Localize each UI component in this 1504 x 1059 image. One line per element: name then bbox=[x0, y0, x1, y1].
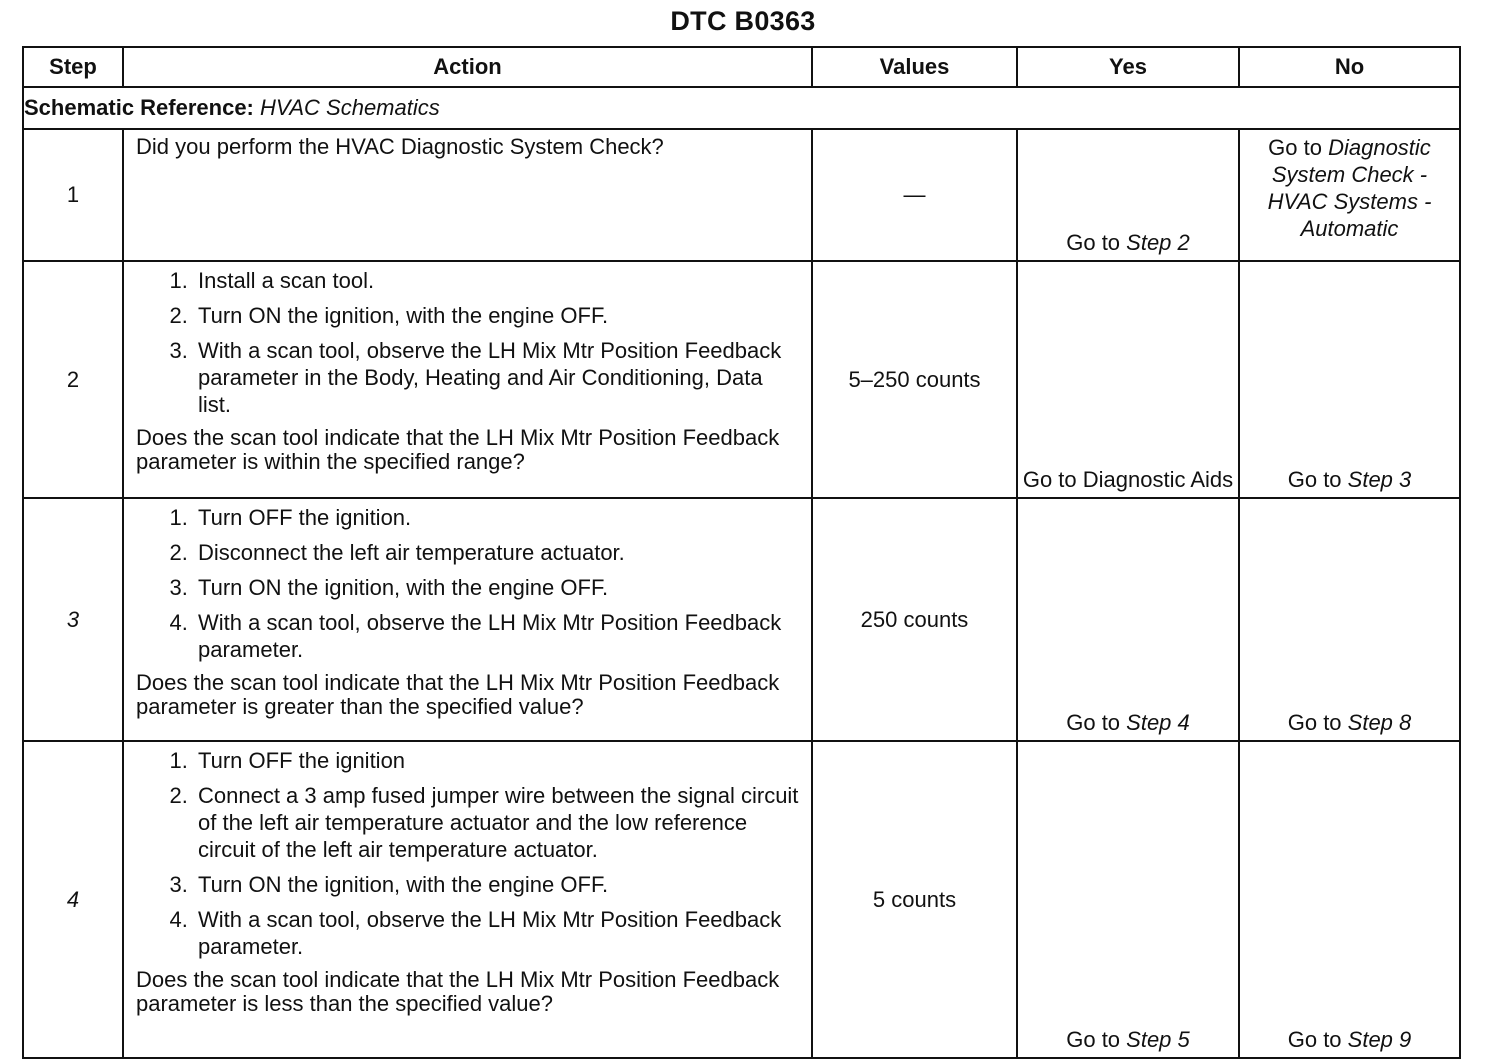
table-row bbox=[23, 498, 1460, 741]
action-list bbox=[136, 267, 801, 418]
step-number: 4 bbox=[23, 741, 123, 1058]
no-prefix: Go to bbox=[1287, 467, 1348, 492]
action-question: Did you perform the HVAC Diagnostic System Check? bbox=[136, 134, 664, 159]
action-item: 3. Turn ON the ignition, with the engine OFF. bbox=[194, 871, 801, 898]
action-cell bbox=[123, 261, 812, 498]
yes-prefix: Go to bbox=[1066, 230, 1127, 255]
no-link[interactable]: Step 3 bbox=[1347, 467, 1412, 492]
action-item: 1. Install a scan tool. bbox=[194, 267, 801, 294]
yes-link[interactable]: Step 5 bbox=[1126, 1027, 1190, 1052]
action-list bbox=[136, 504, 801, 663]
step-number: 3 bbox=[23, 498, 123, 741]
action-item: 2. Connect a 3 amp fused jumper wire between the signal circuit of the left air temperature actuator and the low reference circuit of the left air temperature actuator. bbox=[194, 782, 801, 863]
yes-prefix: Go to bbox=[1066, 710, 1127, 735]
page-title: DTC B0363 bbox=[670, 6, 816, 36]
value-cell: 250 counts bbox=[812, 498, 1017, 741]
no-cell bbox=[1239, 261, 1460, 498]
schematic-link[interactable]: HVAC Schematics bbox=[260, 95, 440, 120]
yes-link[interactable]: Go to Diagnostic Aids bbox=[1022, 467, 1234, 492]
header-yes: Yes bbox=[1017, 47, 1239, 87]
yes-cell bbox=[1017, 261, 1239, 498]
header-step: Step bbox=[23, 47, 123, 87]
action-question: Does the scan tool indicate that the LH Mix Mtr Position Feedback parameter is greater than the specified value? bbox=[136, 670, 780, 719]
schematic-reference-row bbox=[23, 87, 1460, 129]
table-row bbox=[23, 129, 1460, 261]
action-question: Does the scan tool indicate that the LH Mix Mtr Position Feedback parameter is less than the specified value? bbox=[136, 967, 780, 1016]
schematic-label: Schematic Reference: bbox=[24, 95, 254, 120]
table-row bbox=[23, 741, 1460, 1058]
action-item: 4. With a scan tool, observe the LH Mix Mtr Position Feedback parameter. bbox=[194, 906, 801, 960]
value-cell: 5–250 counts bbox=[812, 261, 1017, 498]
no-cell bbox=[1239, 741, 1460, 1058]
action-item: 1. Turn OFF the ignition. bbox=[194, 504, 801, 531]
diagnostic-table bbox=[22, 46, 1461, 1059]
value-cell: — bbox=[812, 129, 1017, 261]
schematic-reference bbox=[23, 87, 1460, 129]
action-question: Does the scan tool indicate that the LH Mix Mtr Position Feedback parameter is within the specified range? bbox=[136, 425, 780, 474]
header-row bbox=[23, 47, 1460, 87]
header-values: Values bbox=[812, 47, 1017, 87]
action-item: 3. With a scan tool, observe the LH Mix Mtr Position Feedback parameter in the Body, Heating and Air Conditioning, Data list. bbox=[194, 337, 801, 418]
no-link[interactable]: Step 8 bbox=[1347, 710, 1412, 735]
step-number: 2 bbox=[23, 261, 123, 498]
no-prefix: Go to bbox=[1268, 135, 1329, 160]
action-item: 2. Turn ON the ignition, with the engine OFF. bbox=[194, 302, 801, 329]
no-cell bbox=[1239, 498, 1460, 741]
no-prefix: Go to bbox=[1287, 1027, 1348, 1052]
no-cell bbox=[1239, 129, 1460, 261]
table-row bbox=[23, 261, 1460, 498]
action-cell bbox=[123, 129, 812, 261]
action-cell bbox=[123, 498, 812, 741]
yes-cell bbox=[1017, 498, 1239, 741]
action-item: 2. Disconnect the left air temperature actuator. bbox=[194, 539, 801, 566]
yes-link[interactable]: Step 2 bbox=[1126, 230, 1190, 255]
no-prefix: Go to bbox=[1287, 710, 1348, 735]
yes-cell bbox=[1017, 741, 1239, 1058]
header-no: No bbox=[1239, 47, 1460, 87]
action-list bbox=[136, 747, 801, 960]
action-cell bbox=[123, 741, 812, 1058]
header-action: Action bbox=[123, 47, 812, 87]
action-item: 3. Turn ON the ignition, with the engine OFF. bbox=[194, 574, 801, 601]
action-item: 1. Turn OFF the ignition bbox=[194, 747, 801, 774]
action-item: 4. With a scan tool, observe the LH Mix Mtr Position Feedback parameter. bbox=[194, 609, 801, 663]
no-link[interactable]: Diagnostic System Check - HVAC Systems - Automatic bbox=[1267, 135, 1432, 241]
no-link[interactable]: Step 9 bbox=[1347, 1027, 1412, 1052]
yes-cell bbox=[1017, 129, 1239, 261]
step-number: 1 bbox=[23, 129, 123, 261]
yes-prefix: Go to bbox=[1066, 1027, 1127, 1052]
yes-link[interactable]: Step 4 bbox=[1126, 710, 1190, 735]
value-cell: 5 counts bbox=[812, 741, 1017, 1058]
